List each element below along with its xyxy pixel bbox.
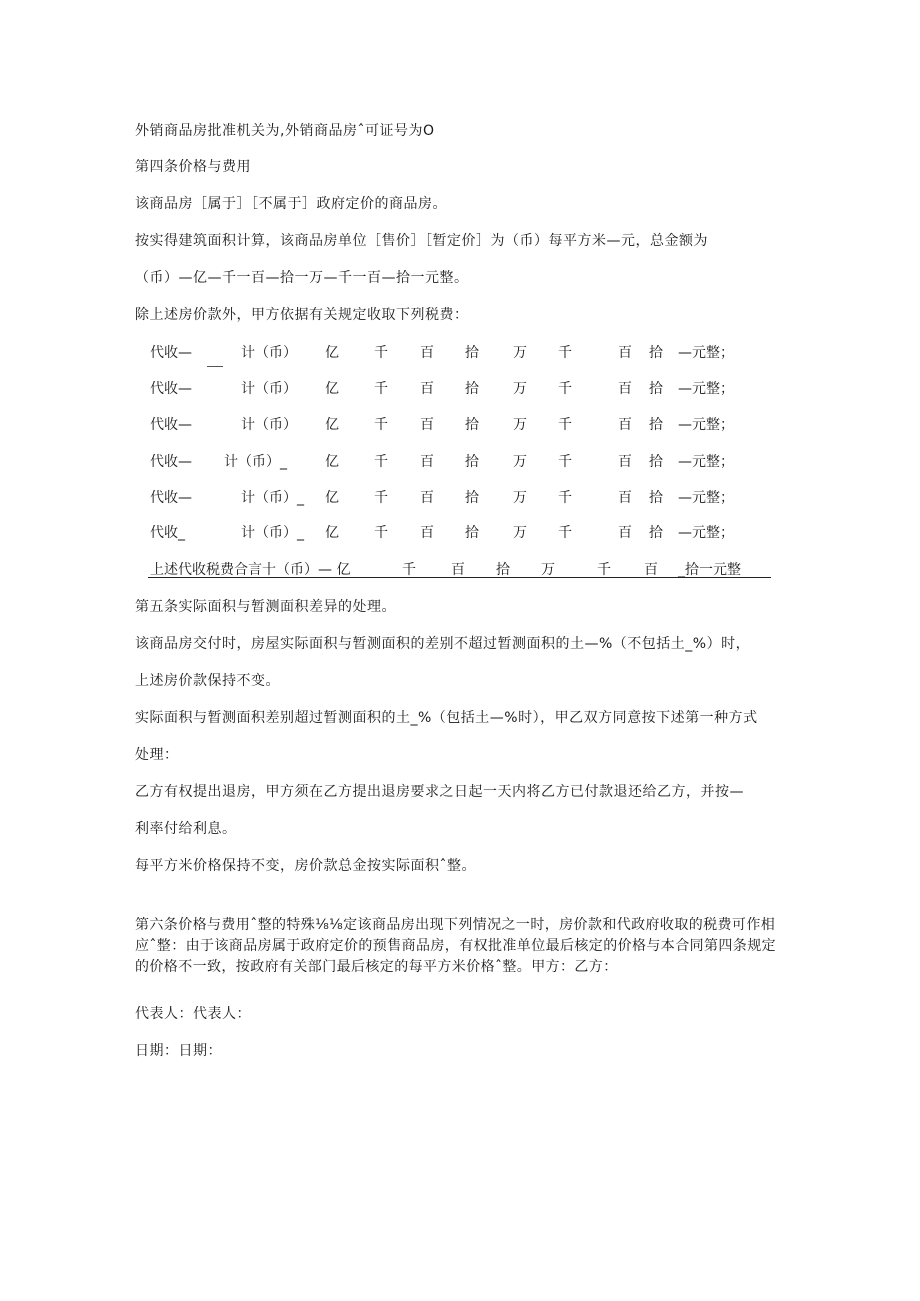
fee-unit: 计（币） bbox=[241, 381, 297, 397]
unit-bai: 百 bbox=[451, 562, 465, 578]
fee-prefix: 代收— bbox=[150, 381, 192, 397]
fee-row bbox=[0, 342, 920, 362]
unit-shi: 拾 bbox=[649, 381, 663, 397]
government-pricing-line: 该商品房［属于］［不属于］政府定价的商品房。 bbox=[135, 196, 447, 212]
fee-prefix: 代收— bbox=[150, 490, 192, 506]
unit-yi: 亿 bbox=[325, 490, 339, 506]
fee-total-lead: 上述代收税费合言十（币）— 亿 bbox=[150, 562, 351, 578]
unit-price-line: 按实得建筑面积计算，该商品房单位［售价］［暂定价］为（币）每平方米—元，总金额为 bbox=[135, 233, 708, 249]
unit-bai: 百 bbox=[420, 525, 434, 541]
fee-unit: 计（币） bbox=[241, 345, 297, 361]
fee-row bbox=[0, 451, 920, 471]
unit-shi: 拾 bbox=[649, 454, 663, 470]
unit-yuan: —元整； bbox=[678, 417, 734, 433]
unit-bai: 百 bbox=[420, 345, 434, 361]
unit-yuan: —元整； bbox=[678, 381, 734, 397]
article-6-paragraph: 第六条价格与费用ˆ整的特殊⅛⅛定该商品房出现下列情况之一时，房价款和代政府收取的税费可作相应ˆ整：由于该商品房属于政府定价的预售商品房，有权批准单位最后核定的价格与本合同第四条规定的价格不一致，按政府有关部门最后核定的每平方米价格ˆ整。甲方：乙方： bbox=[135, 917, 776, 975]
unit-wan: 万 bbox=[513, 345, 527, 361]
unit-bai: 百 bbox=[420, 490, 434, 506]
unit-bai: 百 bbox=[618, 417, 632, 433]
unit-yuan: —元整； bbox=[678, 490, 734, 506]
area-tolerance-line: 该商品房交付时，房屋实际面积与暂测面积的差别不超过暂测面积的土—%（不包括土_%）时， bbox=[135, 636, 751, 652]
unit-shi: 拾 bbox=[649, 490, 663, 506]
price-by-area-line: 每平方米价格保持不变，房价款总金按实际面积ˆ整。 bbox=[135, 858, 476, 874]
unit-qian: 千 bbox=[558, 454, 572, 470]
fee-prefix: 代收— bbox=[150, 345, 192, 361]
unit-qian: 千 bbox=[597, 562, 611, 578]
unit-wan: 万 bbox=[513, 381, 527, 397]
unit-shi: 拾 bbox=[465, 454, 479, 470]
fee-unit: 计（币） bbox=[241, 417, 297, 433]
unit-qian: 千 bbox=[374, 490, 388, 506]
area-exceed-line: 实际面积与暂测面积差别超过暂测面积的土_%（包括土—%时），甲乙双方同意按下述第一种方式 bbox=[135, 710, 758, 726]
unit-qian: 千 bbox=[374, 525, 388, 541]
unit-bai: 百 bbox=[420, 454, 434, 470]
unit-yi: 亿 bbox=[325, 525, 339, 541]
fee-row bbox=[0, 487, 920, 507]
unit-shi: 拾 bbox=[465, 417, 479, 433]
unit-shi: 拾 bbox=[649, 417, 663, 433]
stray-underline bbox=[207, 366, 223, 367]
article-4-heading: 第四条价格与费用 bbox=[135, 159, 251, 175]
unit-qian: 千 bbox=[558, 490, 572, 506]
unit-qian: 千 bbox=[374, 454, 388, 470]
handling-label: 处理： bbox=[135, 747, 179, 763]
unit-qian: 千 bbox=[374, 417, 388, 433]
representative-line: 代表人：代表人： bbox=[135, 1006, 251, 1022]
unit-bai: 百 bbox=[420, 417, 434, 433]
taxes-intro-line: 除上述房价款外，甲方依据有关规定收取下列税费： bbox=[135, 307, 469, 323]
fee-row bbox=[0, 414, 920, 434]
unit-shi: 拾 bbox=[465, 490, 479, 506]
unit-qian: 千 bbox=[558, 525, 572, 541]
fee-prefix: 代收— bbox=[150, 417, 192, 433]
unit-yuan: —元整； bbox=[678, 345, 734, 361]
unit-wan: 万 bbox=[513, 490, 527, 506]
fee-row bbox=[0, 378, 920, 398]
unit-shi: 拾 bbox=[649, 525, 663, 541]
unit-shi: 拾 bbox=[496, 562, 510, 578]
unit-shi: 拾 bbox=[465, 381, 479, 397]
unit-bai: 百 bbox=[644, 562, 658, 578]
unit-bai: 百 bbox=[618, 454, 632, 470]
fee-unit: 计（币）_ bbox=[241, 490, 304, 506]
date-line: 日期：日期： bbox=[135, 1043, 222, 1059]
unit-yi: 亿 bbox=[325, 381, 339, 397]
unit-qian: 千 bbox=[558, 381, 572, 397]
unit-qian: 千 bbox=[402, 562, 416, 578]
unit-wan: 万 bbox=[513, 525, 527, 541]
sale-approval-line: 外销商品房批准机关为,外销商品房ˆ可证号为O bbox=[135, 123, 435, 139]
article-5-heading: 第五条实际面积与暂测面积差异的处理。 bbox=[135, 599, 396, 615]
unit-bai: 百 bbox=[618, 490, 632, 506]
fee-prefix: 代收— bbox=[150, 454, 192, 470]
unit-bai: 百 bbox=[420, 381, 434, 397]
unit-qian: 千 bbox=[558, 345, 572, 361]
unit-bai: 百 bbox=[618, 381, 632, 397]
unit-yuan: —元整； bbox=[678, 454, 734, 470]
unit-shi: 拾 bbox=[465, 525, 479, 541]
unit-yi: 亿 bbox=[325, 454, 339, 470]
unit-yi: 亿 bbox=[325, 345, 339, 361]
unit-wan: 万 bbox=[513, 417, 527, 433]
unit-wan: 万 bbox=[541, 562, 555, 578]
fee-unit: 计（币）_ bbox=[241, 525, 304, 541]
fee-prefix: 代收_ bbox=[150, 525, 185, 541]
unit-qian: 千 bbox=[374, 381, 388, 397]
unit-qian: 千 bbox=[374, 345, 388, 361]
unit-yuan: —元整； bbox=[678, 525, 734, 541]
unit-bai: 百 bbox=[618, 345, 632, 361]
total-amount-line: （币）—亿—千一百—拾一万—千一百—拾一元整。 bbox=[135, 270, 469, 286]
unit-bai: 百 bbox=[618, 525, 632, 541]
fee-unit: 计（币）_ bbox=[224, 454, 287, 470]
unit-total-end: _拾一元整 bbox=[678, 562, 741, 578]
fee-total-row bbox=[0, 559, 920, 579]
unit-qian: 千 bbox=[558, 417, 572, 433]
unit-shi: 拾 bbox=[649, 345, 663, 361]
unit-shi: 拾 bbox=[465, 345, 479, 361]
total-underline bbox=[148, 577, 771, 578]
unit-wan: 万 bbox=[513, 454, 527, 470]
price-unchanged-line: 上述房价款保持不变。 bbox=[135, 673, 280, 689]
fee-row bbox=[0, 522, 920, 542]
interest-line: 利率付给利息。 bbox=[135, 821, 237, 837]
unit-yi: 亿 bbox=[325, 417, 339, 433]
refund-line: 乙方有权提出退房，甲方须在乙方提出退房要求之日起一天内将乙方已付款退还给乙方，并按— bbox=[135, 784, 744, 800]
